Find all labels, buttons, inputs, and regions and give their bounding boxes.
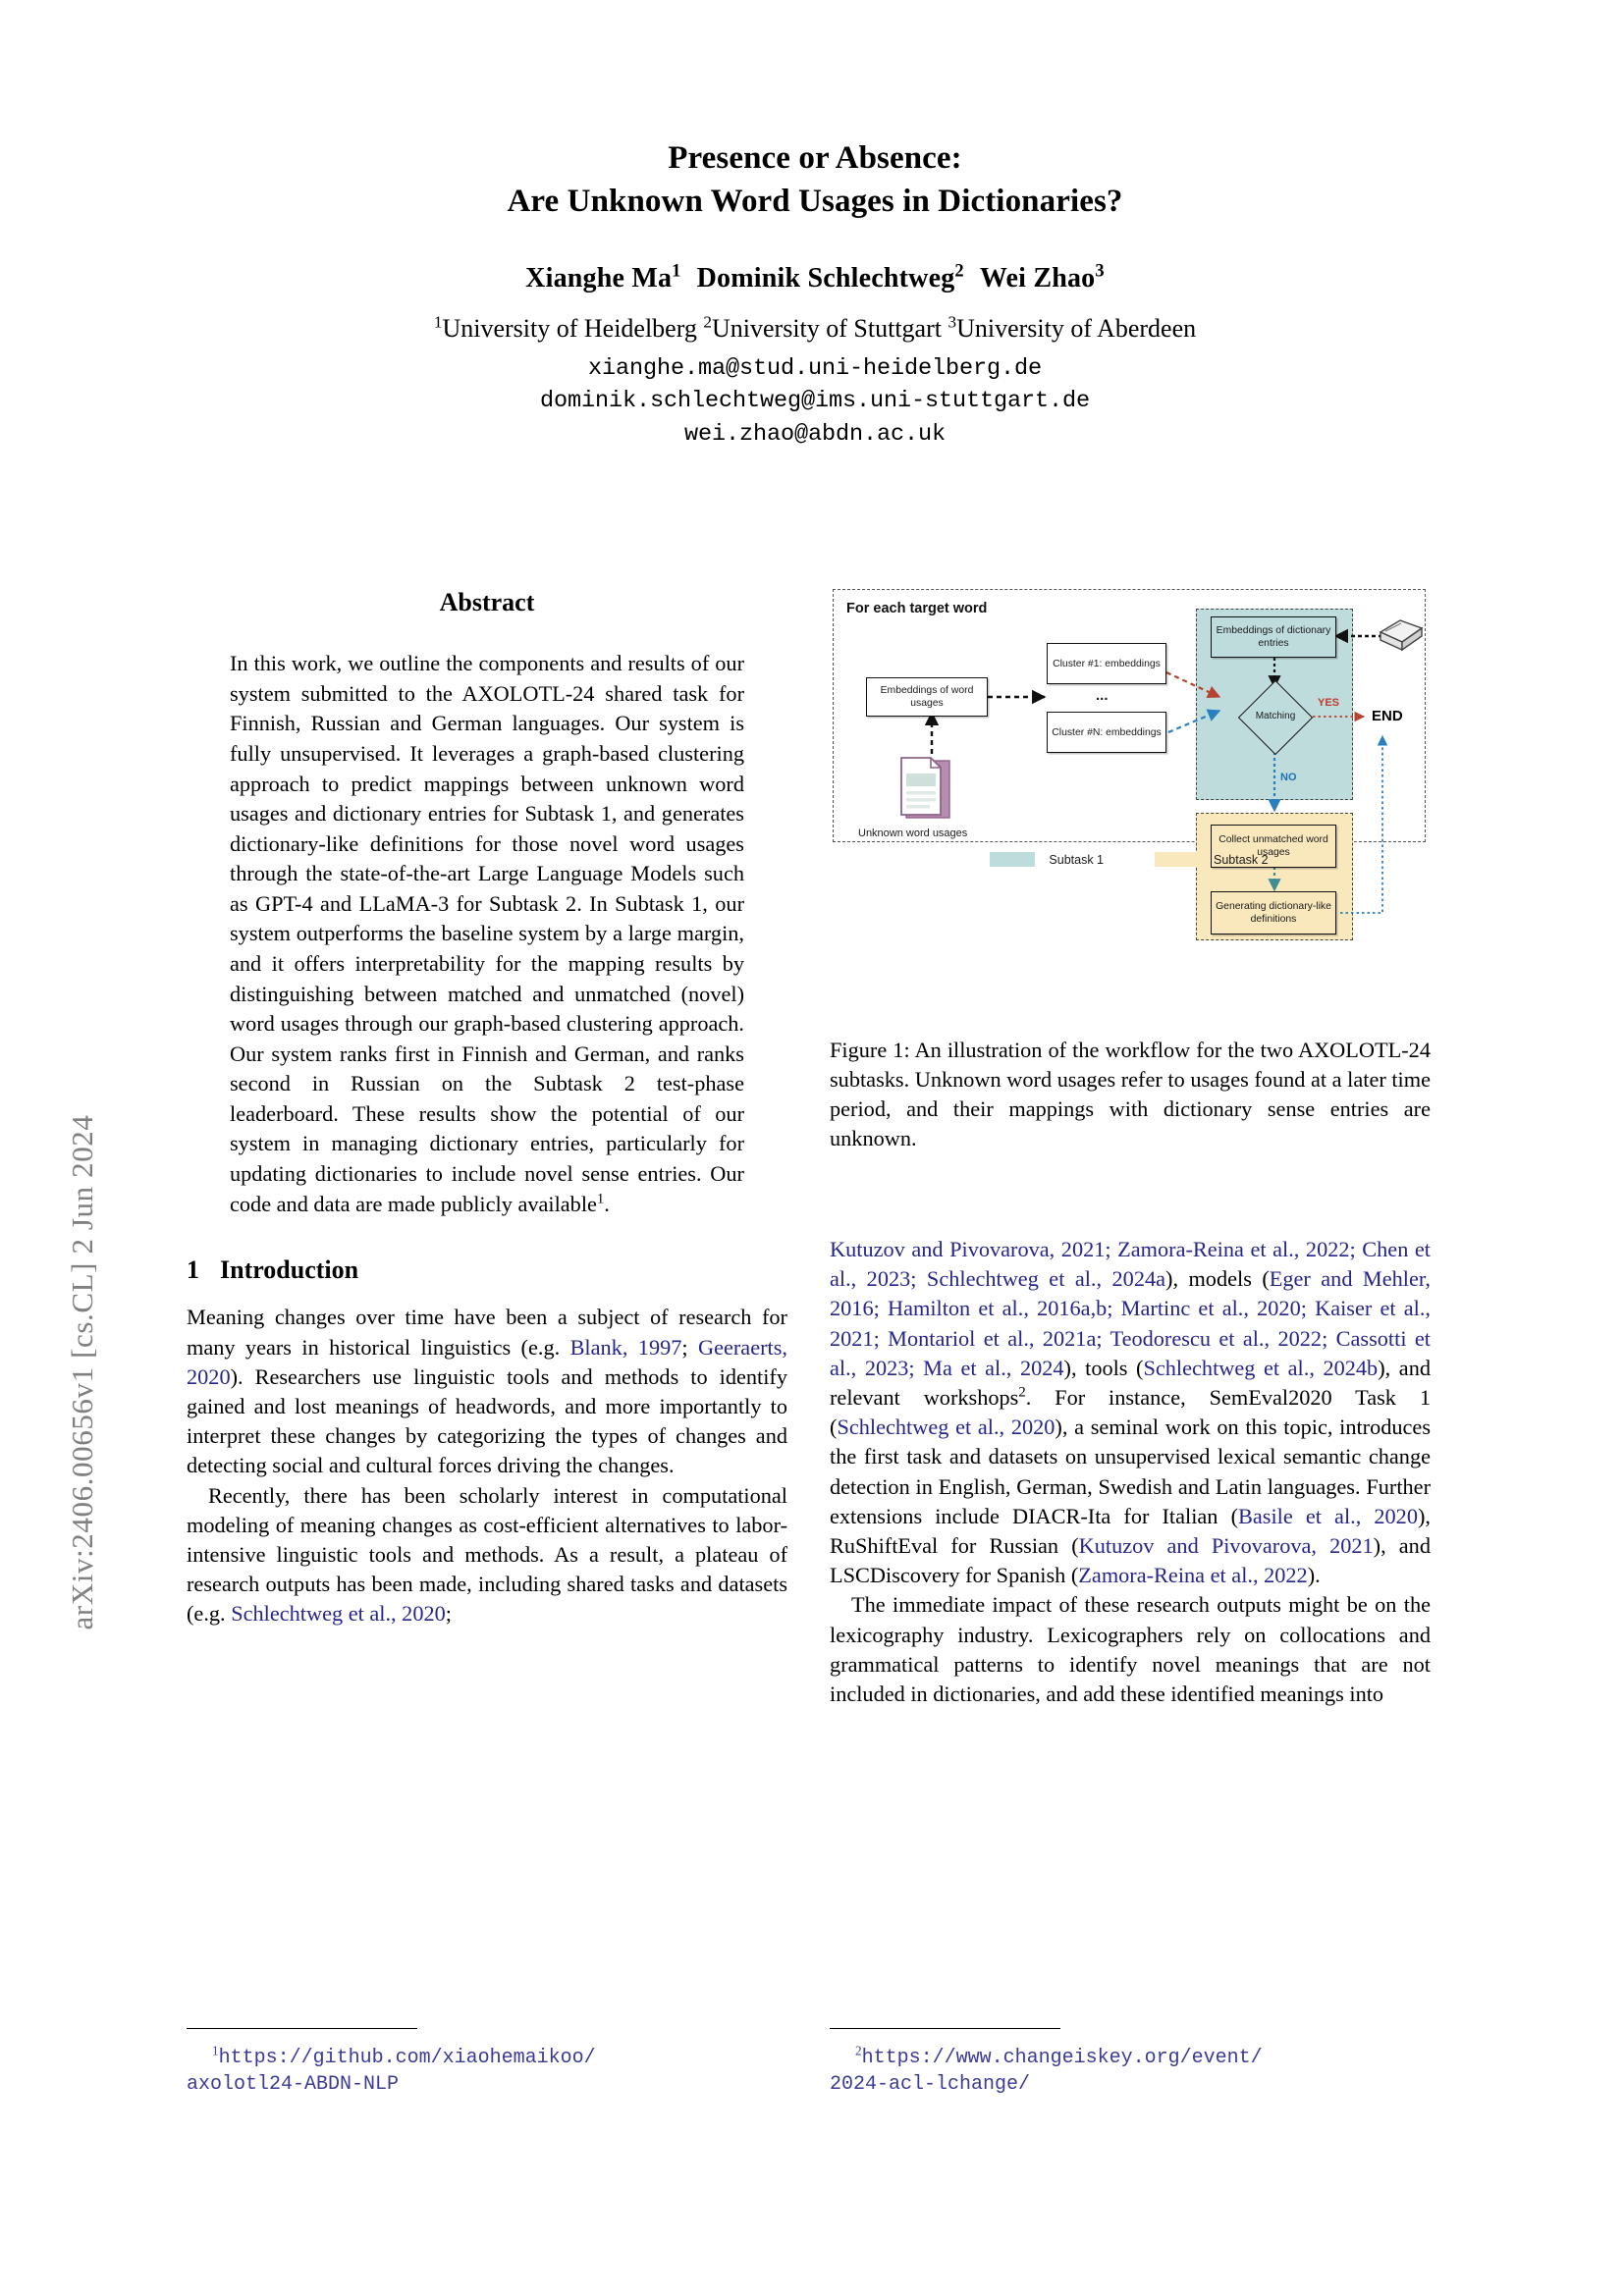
cluster-ellipsis: ... <box>1096 687 1109 704</box>
citation-group-models[interactable]: Eger and Mehler, 2016; Hamilton et al., 2016a,b; Martinc et al., 2020; Kaiser et al., 2021; Montariol et al., 2021a; Teodorescu et al., 2022; Cassotti et al., 2023; Ma et al., 2024 <box>830 1266 1431 1380</box>
box-embeddings-of-word-usages: Embeddings of word usages <box>866 677 988 717</box>
legend-item-subtask-2 <box>1155 852 1269 867</box>
affiliation-2: $^2$University of Stuttgart <box>703 312 942 343</box>
figure-legend <box>833 852 1426 867</box>
email-list <box>187 352 1443 451</box>
citation-geeraerts-2020[interactable]: Geeraerts, 2020 <box>187 1334 787 1389</box>
footnote-rule-left <box>187 2028 417 2029</box>
figure-caption <box>830 1036 1431 1153</box>
citation-group-tools[interactable]: Schlechtweg et al., 2024b <box>1143 1355 1379 1380</box>
figure-1 <box>833 589 1430 925</box>
section-heading-introduction <box>187 1253 787 1287</box>
abstract-text: In this work, we outline the components and results of our system submitted to the AXOLOTL-24 shared task for Finnish, Russian and German languages. Our system is fully unsupervised. It leverages a graph-based clustering approach to predict mappings between unknown word usages and dictionary entries for Subtask 1, and generates dictionary-like definitions for those novel word usages through the state-of-the-art Large Language Models such as GPT-4 and LLaMA-3 for Subtask 2. In Subtask 1, our system outperforms the baseline system by a large margin, and it offers interpretability for the mapping results by distinguishing between matched and unmatched (novel) word usages through our graph-based clustering approach. Our system ranks first in Finnish and German, and ranks second in Russian on the Subtask 2 test-phase leaderboard. These results show the potential of our system in managing dictionary entries, particularly for updating dictionaries to include novel sense entries. Our code and data are made publicly available <box>230 651 744 1216</box>
citation-blank-1997[interactable]: Blank, 1997 <box>569 1334 682 1360</box>
footnote-left-url-line-2[interactable]: axolotl24-ABDN-NLP <box>187 2073 400 2096</box>
citation-basile-2020[interactable]: Basile et al., 2020 <box>1238 1503 1418 1528</box>
affiliation-list <box>187 312 1443 345</box>
author-2: Dominik Schlechtweg$^2$ <box>696 260 964 294</box>
footnote-right-marker: 2 <box>855 2043 862 2058</box>
right-paragraph-2: The immediate impact of these research outputs might be on the lexicography industry. Lexicographers rely on collocations and grammatical patterns to identify novel meanings that are not included in dictionaries, and add these identified meanings into <box>830 1592 1431 1707</box>
author-1: Xianghe Ma$^1$ <box>525 260 681 294</box>
footnote-left-marker: 1 <box>212 2043 219 2058</box>
affiliation-3: $^3$University of Aberdeen <box>947 312 1197 343</box>
left-column <box>187 585 787 1629</box>
footnote-right-url-line-1[interactable]: https://www.changeiskey.org/event/ <box>861 2047 1263 2069</box>
citation-schlechtweg-2020[interactable]: Schlechtweg et al., 2020 <box>231 1601 446 1627</box>
email-2: dominik.schlechtweg@ims.uni-stuttgart.de <box>539 388 1091 415</box>
title-line-1: Presence or Absence: <box>668 140 962 176</box>
legend-swatch-subtask-2 <box>1155 852 1200 867</box>
intro-paragraph-2: Recently, there has been scholarly interest in computational modeling of meaning changes as cost-efficient alternatives to labor-intensive linguistic tools and methods. As a result, a plateau of research outputs has been made, including shared tasks and datasets (e.g. Schlechtweg et al., 2020; <box>187 1482 787 1627</box>
email-1: xianghe.ma@stud.uni-heidelberg.de <box>587 355 1043 383</box>
section-title: Introduction <box>220 1255 359 1285</box>
footnote-left-url-line-1[interactable]: https://github.com/xiaohemaikoo/ <box>218 2047 596 2069</box>
citation-zamora-reina-2022[interactable]: Zamora-Reina et al., 2022 <box>1078 1563 1308 1588</box>
citation-group-datasets[interactable]: Kutuzov and Pivovarova, 2021; Zamora-Reina et al., 2022; Chen et al., 2023; Schlechtweg et al., 2024a <box>830 1237 1431 1292</box>
footnote-rule-right <box>830 2028 1060 2029</box>
footnote-right-text <box>830 2045 1431 2098</box>
yes-label: YES <box>1318 697 1340 709</box>
figure-caption-text: An illustration of the workflow for the two AXOLOTL-24 subtasks. Unknown word usages refer to usages found at a later time period, and their mappings with dictionary sense entries are unknown. <box>830 1038 1431 1151</box>
legend-label-subtask-2: Subtask 2 <box>1214 852 1269 867</box>
abstract-heading: Abstract <box>439 588 535 616</box>
section-number: 1 <box>187 1255 199 1285</box>
figure-header-label: For each target word <box>846 601 988 616</box>
title-block <box>187 137 1443 451</box>
figure-caption-label: Figure 1: <box>830 1038 910 1062</box>
right-column <box>830 1235 1431 1709</box>
decision-matching-label: Matching <box>1255 711 1296 721</box>
author-list <box>187 260 1443 294</box>
box-collect-unmatched-word-usages: Collect unmatched word usages <box>1211 825 1336 868</box>
abstract-footnote-marker: 1 <box>596 1191 605 1207</box>
citation-schlechtweg-2020-right[interactable]: Schlechtweg et al., 2020 <box>837 1415 1056 1440</box>
right-paragraph-1: Kutuzov and Pivovarova, 2021; Zamora-Reina et al., 2022; Chen et al., 2023; Schlechtweg et al., 2024a), models (Eger and Mehler, 2016; Hamilton et al., 2016a,b; Martinc et al., 2020; Kaiser et al., 2021; Montariol et al., 2021a; Teodorescu et al., 2022; Cassotti et al., 2023; Ma et al., 2024), tools (Schlechtweg et al., 2024b), and relevant workshops$^2$. For instance, SemEval2020 Task 1 (Schlechtweg et al., 2020), a seminal work on this topic, introduces the first task and datasets on unsupervised lexical semantic change detection in English, German, Swedish and Latin languages. Further extensions include DIACR-Ita for Italian (Basile et al., 2020), RuShiftEval for Russian (Kutuzov and Pivovarova, 2021), and LSCDiscovery for Spanish (Zamora-Reina et al., 2022). <box>830 1237 1432 1588</box>
legend-swatch-subtask-1 <box>990 852 1035 867</box>
no-label: NO <box>1280 772 1297 783</box>
footnote-right <box>830 2028 1431 2098</box>
page-title <box>187 137 1443 224</box>
workshops-footnote-marker: 2 <box>1018 1384 1026 1401</box>
affiliation-1: $^1$University of Heidelberg <box>433 312 697 343</box>
title-line-2: Are Unknown Word Usages in Dictionaries? <box>507 183 1123 219</box>
legend-item-subtask-1 <box>990 852 1104 867</box>
box-embeddings-of-dictionary-entries: Embeddings of dictionary entries <box>1211 616 1336 658</box>
box-cluster-1: Cluster #1: embeddings <box>1047 643 1166 684</box>
box-generating-dictionary-like-definitions: Generating dictionary-like definitions <box>1211 891 1336 934</box>
intro-paragraph-1: Meaning changes over time have been a subject of research for many years in historical linguistics (e.g. Blank, 1997; Geeraerts, 2020). Researchers use linguistic tools and methods to identify gained and lost meanings of headwords, and more importantly to interpret these changes by categorizing the types of changes and detecting social and cultural forces driving the changes. <box>187 1305 787 1478</box>
footnote-left <box>187 2028 787 2098</box>
citation-kutuzov-2021[interactable]: Kutuzov and Pivovarova, 2021 <box>1078 1533 1374 1559</box>
unknown-word-usages-label: Unknown word usages <box>858 828 968 839</box>
footnote-right-url-line-2[interactable]: 2024-acl-lchange/ <box>830 2073 1031 2096</box>
end-label: END <box>1372 708 1403 724</box>
box-cluster-n: Cluster #N: embeddings <box>1047 712 1166 753</box>
legend-label-subtask-1: Subtask 1 <box>1049 852 1104 867</box>
footnote-left-text <box>187 2045 787 2098</box>
email-3: wei.zhao@abdn.ac.uk <box>683 420 947 448</box>
abstract-body: In this work, we outline the components and results of our system submitted to the AXOLOTL-24 shared task for Finnish, Russian and German languages. Our system is fully unsupervised. It leverages a graph-based clustering approach to predict mappings between unknown word usages and dictionary entries for Subtask 1, and generates dictionary-like definitions for those novel word usages through the state-of-the-art Large Language Models such as GPT-4 and LLaMA-3 for Subtask 2. In Subtask 1, our system outperforms the baseline system by a large margin, and it offers interpretability for the mapping results by distinguishing between matched and unmatched (novel) word usages through our graph-based clustering approach. Our system ranks first in Finnish and German, and ranks second in Russian on the Subtask 2 test-phase leaderboard. These results show the potential of our system in managing dictionary entries, particularly for updating dictionaries to include novel sense entries. Our code and data are made publicly available$^1$. <box>230 651 744 1216</box>
author-3: Wei Zhao$^3$ <box>979 260 1105 294</box>
arxiv-stamp: arXiv:2406.00656v1 [cs.CL] 2 Jun 2024 <box>65 1114 99 1630</box>
